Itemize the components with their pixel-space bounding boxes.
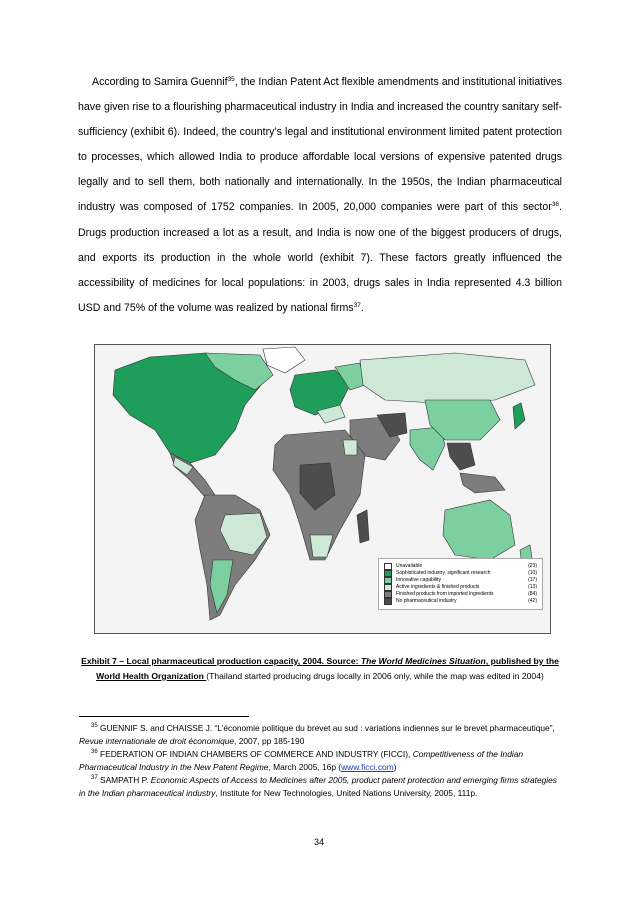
footnote-37 bbox=[79, 774, 563, 799]
footnote-37-number: 37 bbox=[91, 775, 98, 781]
footnote-separator bbox=[79, 716, 249, 717]
legend-label: No pharmaceutical industry bbox=[396, 598, 457, 604]
legend-row bbox=[384, 584, 537, 591]
footnote-35-journal: Revue internationale de droit économique bbox=[79, 735, 235, 746]
paragraph-text-1: According to Samira Guennif bbox=[92, 76, 228, 88]
legend-row bbox=[384, 591, 537, 598]
footnote-36-date: , March 2005, 16p ( bbox=[268, 761, 342, 772]
legend-label: Finished products from imported ingredients bbox=[396, 591, 494, 597]
footnote-ref-36[interactable]: 36 bbox=[551, 201, 560, 209]
legend-swatch bbox=[384, 591, 392, 598]
legend-label: Sophisticated industry, significant research bbox=[396, 570, 491, 576]
footnote-36 bbox=[79, 748, 563, 773]
caption-note: (Thailand started producing drugs locally in 2006 only, while the map was edited in 2004) bbox=[206, 671, 544, 681]
legend-swatch bbox=[384, 563, 392, 570]
legend-label: Unavailable bbox=[396, 563, 423, 569]
legend-count: (10) bbox=[528, 570, 537, 576]
paragraph-text-3: . Drugs production increased a lot as a result, and India is now one of the biggest producers of drugs, and exports its production in the whole world (exhibit 7). These factors greatly influenced the accessibility of medicines for local populations: in 2003, drugs sales in India represented 4.3 billion USD and 75% of the volume was realized by national firms bbox=[78, 201, 562, 314]
footnote-35 bbox=[79, 722, 563, 747]
legend-count: (84) bbox=[528, 591, 537, 597]
legend-count: (17) bbox=[528, 577, 537, 583]
footnote-36-title: Competitiveness of the Indian Pharmaceutical Industry in the New Patent Regime bbox=[79, 749, 524, 772]
legend-swatch bbox=[384, 577, 392, 584]
footnote-36-close: ) bbox=[393, 761, 397, 772]
caption-source-title: The World Medicines Situation bbox=[360, 656, 486, 666]
paragraph-text-4: . bbox=[360, 301, 364, 314]
footnote-35-number: 35 bbox=[91, 723, 98, 729]
legend-row bbox=[384, 570, 537, 577]
caption-source-publisher: , published by the World Health Organization bbox=[96, 656, 559, 681]
footnote-36-number: 36 bbox=[91, 749, 98, 755]
paragraph-text-2: , the Indian Patent Act flexible amendments and institutional initiatives have given rise to a flourishing pharmaceutical industry in India and increased the country sanitary self-sufficiency (exhibit 6). Indeed, the country’s legal and institutional environment limited patent protection to processes, which allowed India to produce affordable local versions of expensive patented drugs legally and to sell them, both nationally and internationally. In the 1950s, the Indian pharmaceutical industry was composed of 1752 companies. In 2005, 20,000 companies were part of this sector bbox=[78, 76, 562, 214]
legend-label: Innovative capability bbox=[396, 577, 442, 583]
legend-count: (42) bbox=[528, 598, 537, 604]
footnote-ref-37[interactable]: 37 bbox=[353, 301, 361, 309]
footnote-37-text: SAMPATH P. bbox=[97, 775, 151, 785]
legend-row bbox=[384, 563, 537, 570]
footnote-37-title: Economic Aspects of Access to Medicines after 2005, product patent protection and emerging firms strategies in the Indian pharmaceutical industry bbox=[79, 775, 557, 798]
legend-count: (13) bbox=[528, 584, 537, 590]
legend-label: Active ingredients & finished products bbox=[396, 584, 480, 590]
footnote-35-text: GUENNIF S. and CHAISSE J. “L’économie politique du brevet au sud : variations indiennes sur le brevet pharmaceutique”, bbox=[97, 723, 555, 733]
page-number: 34 bbox=[313, 837, 324, 847]
legend-swatch bbox=[384, 584, 392, 591]
world-map-figure bbox=[94, 344, 551, 634]
legend-row bbox=[384, 577, 537, 584]
body-paragraph bbox=[78, 70, 562, 321]
footnote-ref-35[interactable]: 35 bbox=[227, 76, 235, 83]
caption-title: Exhibit 7 – Local pharmaceutical production capacity, 2004. Source: bbox=[81, 656, 361, 666]
legend-swatch bbox=[384, 598, 392, 605]
footnote-37-publisher: , Institute for New Technologies, United Nations University, 2005, 111p. bbox=[215, 787, 478, 798]
legend-row bbox=[384, 598, 537, 605]
legend-swatch bbox=[384, 570, 392, 577]
footnote-36-text: FEDERATION OF INDIAN CHAMBERS OF COMMERCE AND INDUSTRY (FICCI), bbox=[97, 749, 413, 759]
legend-count: (23) bbox=[528, 563, 537, 569]
footnote-36-link[interactable]: www.ficci.com bbox=[341, 761, 394, 772]
figure-caption bbox=[70, 654, 570, 684]
map-legend bbox=[378, 558, 543, 610]
footnote-35-pages: , 2007, pp 185-190 bbox=[234, 735, 305, 746]
